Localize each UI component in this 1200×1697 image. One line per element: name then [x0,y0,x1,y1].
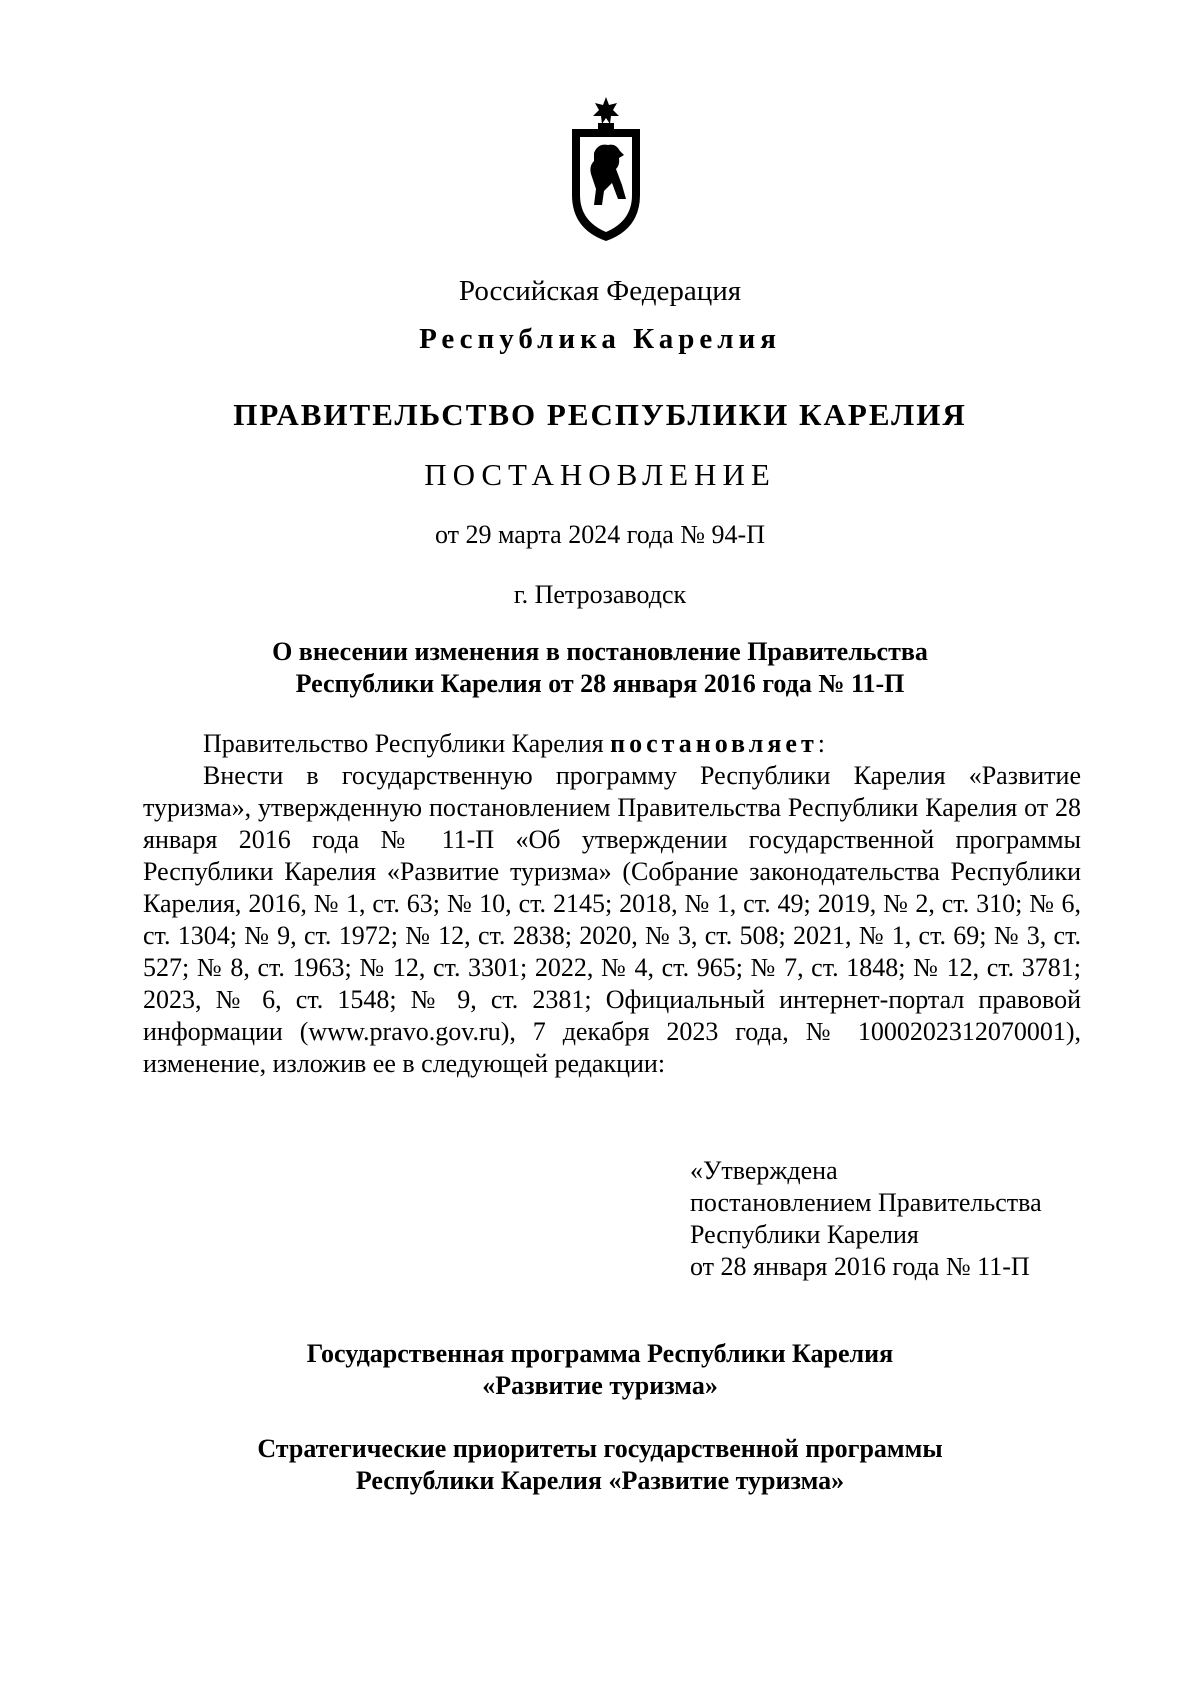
program-title [0,1338,1200,1402]
approval-line: «Утверждена [690,1156,838,1185]
document-type: ПОСТАНОВЛЕНИЕ [424,457,776,492]
amendment-paragraph: Внести в государственную программу Республики Карелия «Развитие туризма», утвержденную постановлением Правительства Республики Карелия от 28 января 2016 года № 11-П «Об утверждении государственной программы Республики Карелия «Развитие туризма» (Собрание законодательства Республики Карелия, 2016, № 1, ст. 63; № 10, ст. 2145; 2018, № 1, ст. 49; 2019, № 2, ст. 310; № 6, ст. 1304; № 9, ст. 1972; № 12, ст. 2838; 2020, № 3, ст. 508; 2021, № 1, ст. 69; № 3, ст. 527; № 8, ст. 1963; № 12, ст. 3301; 2022, № 4, ст. 965; № 7, ст. 1848; № 12, ст. 3781; 2023, № 6, ст. 1548; № 9, ст. 2381; Официальный интернет-портал правовой информации (www.pravo.gov.ru), 7 декабря 2023 года, № 1000202312070001), изменение, изложив ее в следующей редакции: [143,761,1081,1078]
priorities-title-line: Стратегические приоритеты государственной программы [257,1434,943,1463]
decree-prefix: Правительство Республики Карелия [203,729,611,758]
approval-stamp-text [690,1155,1042,1283]
decree-suffix: : [817,729,825,758]
government-name: ПРАВИТЕЛЬСТВО РЕСПУБЛИКИ КАРЕЛИЯ [233,397,967,432]
country-name: Российская Федерация [458,275,742,307]
subject-line: О внесении изменения в постановление Правительства [272,637,928,666]
program-title-line: Государственная программа Республики Карелия [306,1339,894,1368]
document-date: от 29 марта 2024 года № 94-П [435,520,765,549]
decree-paragraph [143,728,1081,760]
approval-line: от 28 января 2016 года № 11-П [690,1252,1030,1281]
document-subject [0,636,1200,700]
decree-verb: постановляет [610,729,818,758]
republic-name: Республика Карелия [419,323,781,355]
approval-line: постановлением Правительства [690,1188,1042,1217]
program-title-line: «Развитие туризма» [482,1371,718,1400]
priorities-title-line: Республики Карелия «Развитие туризма» [355,1466,845,1495]
subject-line: Республики Карелия от 28 января 2016 года № 11-П [295,669,905,698]
coat-of-arms-icon [564,95,648,243]
priorities-title [0,1433,1200,1497]
approval-line: Республики Карелия [690,1220,919,1249]
document-city: г. Петрозаводск [513,580,687,609]
